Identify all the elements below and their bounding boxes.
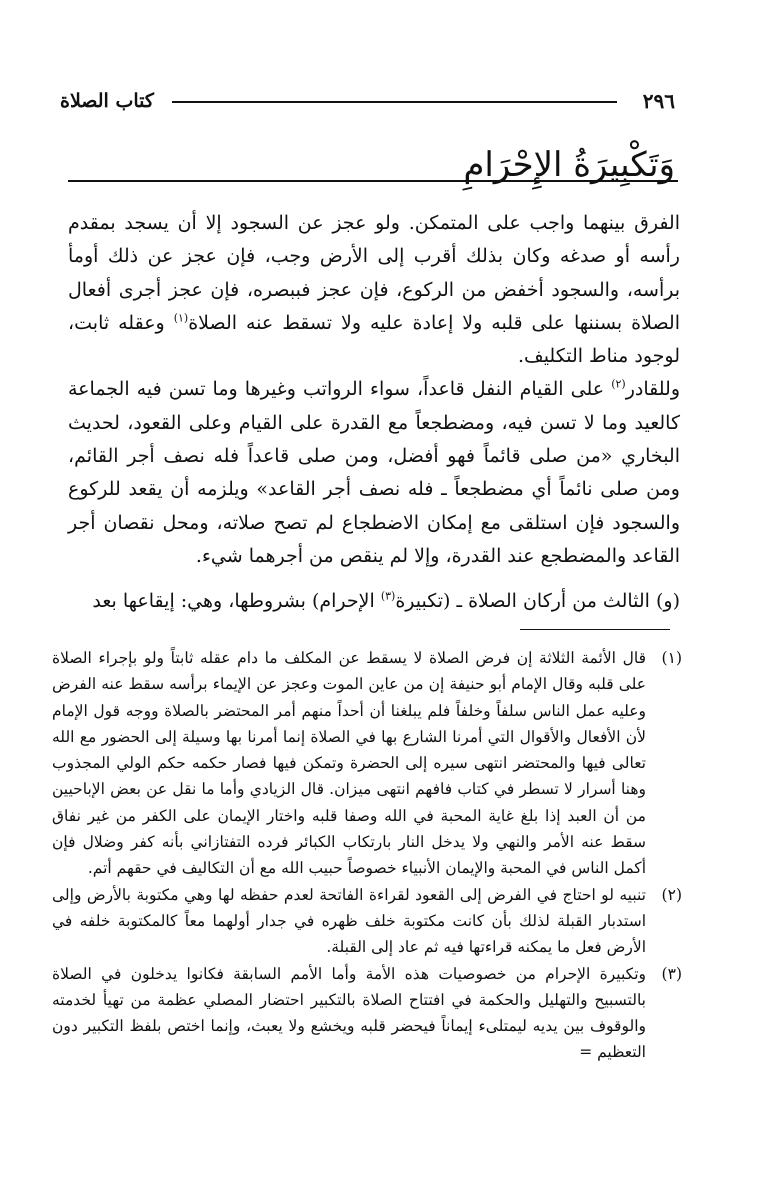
- paragraph-1-text: الفرق بينهما واجب على المتمكن. ولو عجز عن السجود إلا أن يسجد بمقدم رأسه أو صدغه وكان بذلك أقرب إلى الأرض وجب، فإن عجز عن ذلك أومأ برأسه، والسجود أخفض من الركوع، فإن عجز فببصره، فإن عجز أجرى أفعال الصلاة بسننها على قلبه ولا إعادة عليه ولا تسقط عنه الصلاة: [68, 212, 681, 334]
- footnote-marker: (١): [661, 649, 682, 667]
- book-title: كتاب الصلاة: [60, 90, 154, 112]
- matn-end: الإحرام) بشروطها، وهي: إيقاعها بعد: [92, 590, 381, 612]
- footnote: [52, 961, 682, 1066]
- footnote-marker: (٣): [661, 964, 682, 983]
- matn-start: (و) الثالث من أركان الصلاة ـ (تكبيرة: [395, 590, 680, 612]
- footnote-text: تنبيه لو احتاج في الفرض إلى القعود لقراءة الفاتحة لعدم حفظه لها وهي مكتوبة بالأرض وإلى استدبار القبلة لذلك بأن كانت مكتوبة خلف ظهره في جدار أولهما معاً كالمكتوبة خلفه في الأرض فعل ما يمكنه قراءتها فيه ثم عاد إلى القبلة.: [52, 885, 646, 957]
- paragraph-2-start: وللقادر: [625, 378, 680, 401]
- heading-rule: [68, 180, 678, 182]
- section-heading: وَتَكْبِيرَةُ الإِحْرَامِ: [463, 144, 675, 185]
- footnote: [52, 645, 682, 882]
- paragraph-1-end: وعقله ثابت، لوجود مناط التكليف.: [68, 311, 680, 368]
- footnote-ref-2[interactable]: (٢): [611, 378, 626, 392]
- footnote-rule: [520, 629, 670, 630]
- header-rule: [172, 101, 617, 103]
- main-text: [68, 207, 680, 573]
- matn-line: [68, 585, 680, 618]
- footnote-text: قال الأئمة الثلاثة إن فرض الصلاة لا يسقط عن المكلف ما دام عقله ثابتاً ولو بإجراء الصلاة على قلبه وقال الإمام أبو حنيفة إن من عاين الموت وعجز عن الإيماء برأسه سقط عنه الفرض وعليه عمل الناس سلفاً وخلفاً فلم يبلغنا أن أحداً منهم أمر المحتضر بالصلاة ووجه قول الإمام لأن الأفعال والأقوال التي أمرنا الشارع بها في الصلاة إنما أمرنا بها وسيلة إلى الحضور مع الله تعالى فيها والمحتضر انتهى سيره إلى الحضرة وتمكن فيها فصار حكمه حكم الولي المجذوب وهنا أسرار لا تسطر في كتاب فافهم انتهى ميزان. قال الزيادي وأما ما نقل عن بعض الإباحيين من أن العبد إذا بلغ غاية المحبة في الله وصفا قلبه واختار الإيمان على الكفر من غير نفاق سقط عنه الأمر والنهي ولا يدخل النار بارتكاب الكبائر فرده التفتازاني بأنه كفر وضلال فإن أكمل الناس في المحبة والإيمان الأنبياء خصوصاً حبيب الله مع أن التكاليف في حقهم أتم.: [52, 649, 646, 878]
- page-number: ٢٩٦: [642, 89, 675, 113]
- footnotes: [52, 645, 682, 1066]
- paragraph-2: [68, 373, 680, 573]
- paragraph-2-text: على القيام النفل قاعداً، سواء الرواتب وغيرها وما تسن فيه الجماعة كالعيد وما لا تسن فيه، ومضطجعاً مع القدرة على القيام وعلى القعود، لحديث البخاري «من صلى قائماً فهو أفضل، ومن صلى قاعداً فله نصف أجر القائم، ومن صلى نائماً أي مضطجعاً ـ فله نصف أجر القاعد» ويلزمه أن يقعد للركوع والسجود فإن استلقى مع إمكان الاضطجاع لم تصح صلاته، ومحل نقصان أجر القاعد والمضطجع عند القدرة، وإلا لم ينقص من أجرهما شيء.: [68, 378, 680, 567]
- footnote-ref-1[interactable]: (١): [173, 311, 189, 325]
- running-head: [60, 88, 675, 116]
- footnote-marker: (٢): [661, 885, 682, 904]
- footnote-ref-3[interactable]: (٣): [380, 589, 396, 603]
- footnote-text: وتكبيرة الإحرام من خصوصيات هذه الأمة وأما الأمم السابقة فكانوا يدخلون في الصلاة بالتسبيح والتهليل والحكمة في افتتاح الصلاة بالتكبير احتضار المصلي عظمة من تهيأ لخدمته والوقوف بين يديه ليمتلىء إيماناً فيحضر قلبه ويخشع ولا يعبث، وإنما اختص بلفظ التكبير دون التعظيم =: [52, 964, 646, 1062]
- footnote: [52, 882, 682, 961]
- paragraph-1: [68, 207, 680, 373]
